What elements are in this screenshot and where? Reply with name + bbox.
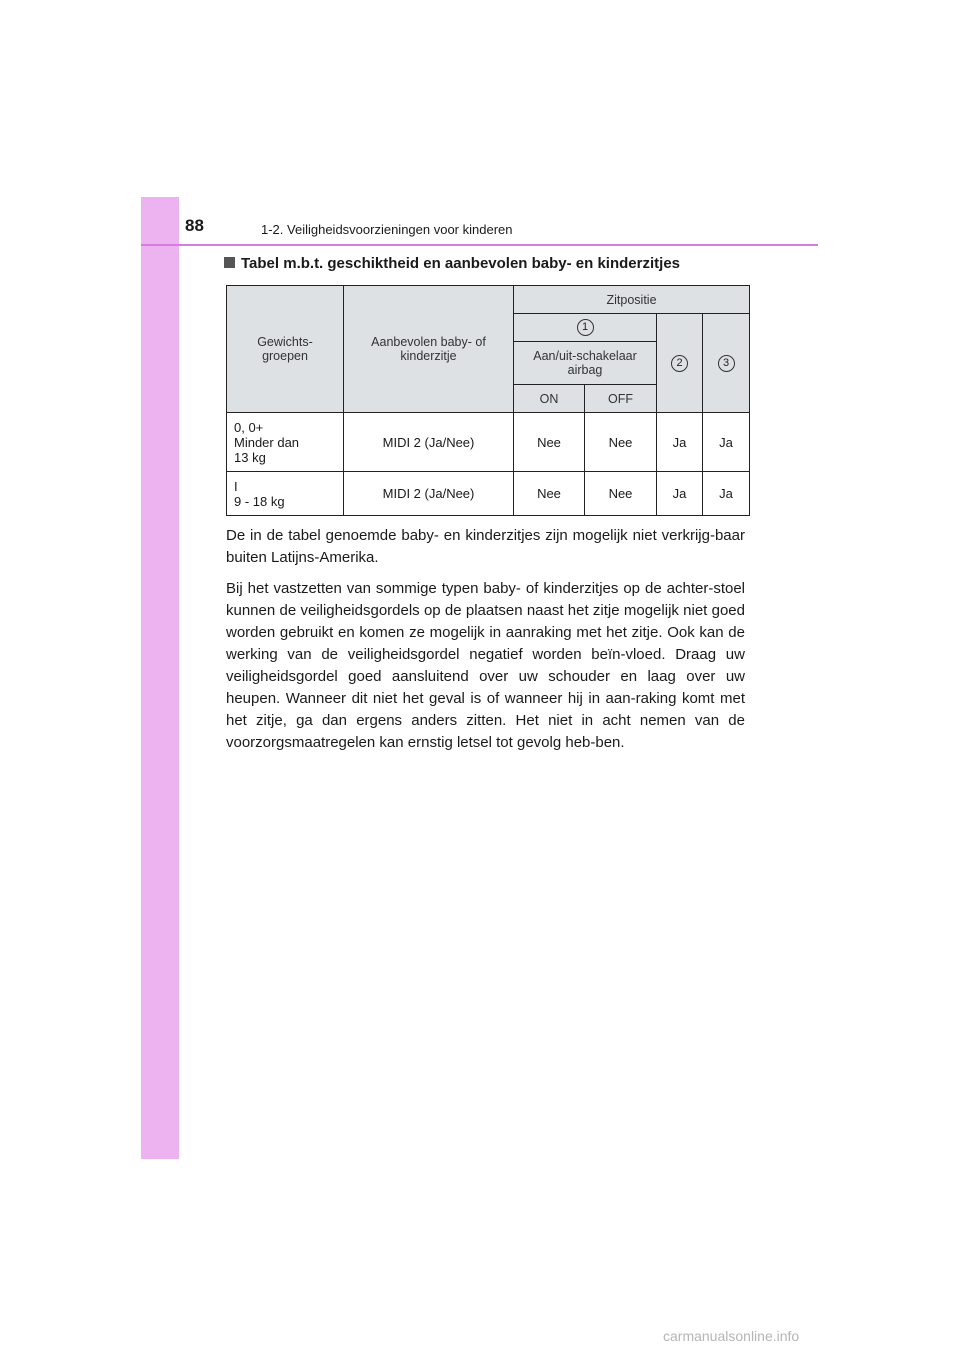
airbag-off-cell: Nee [585, 413, 657, 472]
airbag-off-cell: Nee [585, 472, 657, 516]
recommended-seat-cell: MIDI 2 (Ja/Nee) [344, 472, 514, 516]
weight-group-cell: I 9 - 18 kg [227, 472, 344, 516]
position-3-marker: 3 [718, 355, 735, 372]
body-text [226, 525, 745, 763]
header-airbag-switch: Aan/uit-schakelaar airbag [514, 342, 657, 385]
position-2-cell: Ja [657, 472, 703, 516]
airbag-on-cell: Nee [514, 472, 585, 516]
table-row [227, 472, 750, 516]
weight-group-cell: 0, 0+ Minder dan 13 kg [227, 413, 344, 472]
position-1-marker: 1 [577, 319, 594, 336]
page-number: 88 [185, 216, 204, 235]
header-airbag-off: OFF [585, 385, 657, 413]
header-position-2 [657, 314, 703, 413]
position-2-marker: 2 [671, 355, 688, 372]
header-position-1 [514, 314, 657, 342]
watermark: carmanualsonline.info [663, 1328, 800, 1344]
chapter-title: 1-2. Veiligheidsvoorzieningen voor kinderen [261, 222, 513, 237]
square-bullet-icon [224, 257, 235, 268]
header-airbag-on: ON [514, 385, 585, 413]
header-seat-position: Zitpositie [514, 286, 750, 314]
section-heading [224, 255, 680, 272]
position-3-cell: Ja [703, 472, 750, 516]
header-weight-groups: Gewichts- groepen [227, 286, 344, 413]
availability-note: De in de tabel genoemde baby- en kinderzitjes zijn mogelijk niet verkrijg-baar buiten Latijns-Amerika. [226, 527, 745, 566]
seatbelt-warning: Bij het vastzetten van sommige typen baby- of kinderzitjes op de achter-stoel kunnen de veiligheidsgordels op de plaatsen naast het zitje mogelijk niet goed worden gebruikt en komen ze mogelijk in aanraking met het zitje. Ook kan de werking van de veiligheidsgordel negatief worden beïn-vloed. Draag uw veiligheidsgordel goed aansluitend over uw schouder en laag over uw heupen. Wanneer dit niet het geval is of wanneer hij in aan-raking komt met het zitje, ga dan ergens anders zitten. Het niet in acht nemen van de voorzorgsmaatregelen kan ernstig letsel tot gevolg heb-ben. [226, 580, 745, 751]
section-heading-text: Tabel m.b.t. geschiktheid en aanbevolen baby- en kinderzitjes [241, 255, 680, 272]
header-divider [141, 244, 818, 246]
compatibility-table [226, 285, 750, 516]
position-2-cell: Ja [657, 413, 703, 472]
airbag-on-cell: Nee [514, 413, 585, 472]
recommended-seat-cell: MIDI 2 (Ja/Nee) [344, 413, 514, 472]
position-3-cell: Ja [703, 413, 750, 472]
header-position-3 [703, 314, 750, 413]
chapter-sidebar [141, 197, 179, 1159]
table-row [227, 413, 750, 472]
header-recommended-seat: Aanbevolen baby- of kinderzitje [344, 286, 514, 413]
